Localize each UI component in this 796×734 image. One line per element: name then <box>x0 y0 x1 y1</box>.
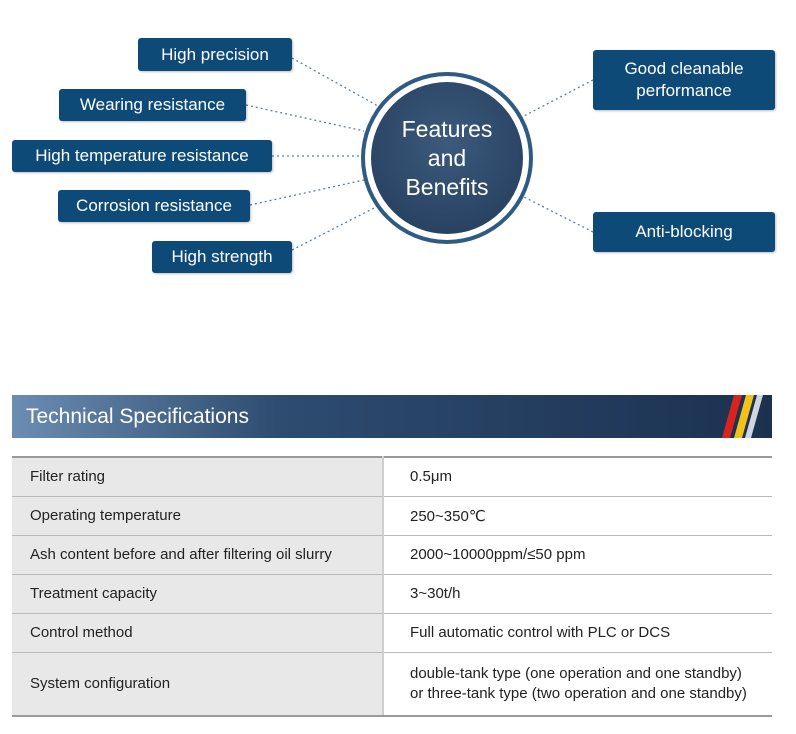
feature-high-strength: High strength <box>152 241 292 273</box>
spec-value: 3~30t/h <box>383 574 772 613</box>
spec-value: 250~350℃ <box>383 496 772 535</box>
feature-anti-blocking: Anti-blocking <box>593 212 775 252</box>
table-row <box>12 535 772 574</box>
spec-label: Control method <box>12 613 383 652</box>
features-center-label: Features and Benefits <box>371 82 523 234</box>
spec-value: 0.5μm <box>383 457 772 496</box>
stripes-decoration <box>722 395 772 438</box>
table-row <box>12 496 772 535</box>
features-diagram <box>0 0 796 300</box>
specs-table <box>12 456 772 717</box>
specs-header-banner <box>12 395 772 438</box>
table-row <box>12 574 772 613</box>
spec-value: double-tank type (one operation and one standby) or three-tank type (two operation and one standby) <box>383 652 772 716</box>
spec-value: 2000~10000ppm/≤50 ppm <box>383 535 772 574</box>
table-row <box>12 457 772 496</box>
feature-high-temperature-resistance: High temperature resistance <box>12 140 272 172</box>
spec-label: Ash content before and after filtering oil slurry <box>12 535 383 574</box>
feature-good-cleanable-performance: Good cleanable performance <box>593 50 775 110</box>
table-row <box>12 652 772 716</box>
spec-label: Treatment capacity <box>12 574 383 613</box>
specs-title: Technical Specifications <box>26 405 249 428</box>
spec-label: System configuration <box>12 652 383 716</box>
spec-value: Full automatic control with PLC or DCS <box>383 613 772 652</box>
feature-corrosion-resistance: Corrosion resistance <box>58 190 250 222</box>
feature-wearing-resistance: Wearing resistance <box>59 89 246 121</box>
feature-high-precision: High precision <box>138 38 292 71</box>
spec-label: Operating temperature <box>12 496 383 535</box>
spec-label: Filter rating <box>12 457 383 496</box>
table-row <box>12 613 772 652</box>
